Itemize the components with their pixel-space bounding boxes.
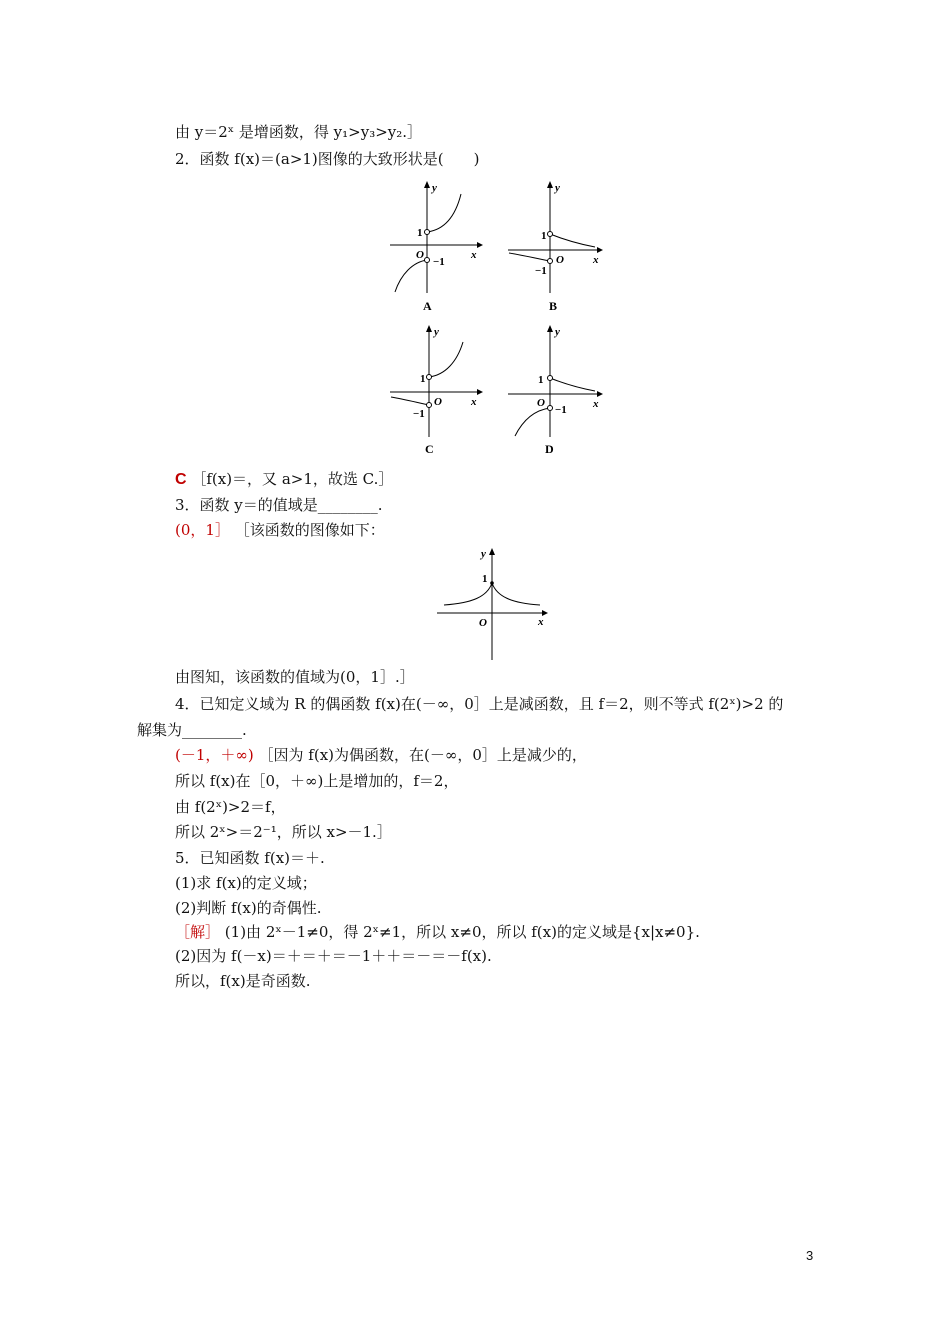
x-axis-label: x [593, 254, 599, 266]
answer-2-explanation: ［f(x)＝，又 a>1，故选 C.］ [191, 470, 394, 488]
tick-one: 1 [541, 230, 547, 242]
tick-neg-one: −1 [555, 404, 567, 416]
answer-3: (0，1］ [175, 521, 230, 539]
tick-one: 1 [420, 373, 426, 385]
graph-q3 [432, 545, 557, 665]
origin-label: O [556, 254, 564, 266]
answer-line-2 [175, 469, 393, 490]
text-line-11: 由 f(2ˣ)>2＝f， [175, 798, 286, 816]
answer-3-explanation: ［该函数的图像如下： [234, 521, 385, 539]
tick-neg-one: −1 [433, 256, 445, 268]
y-axis-label: y [432, 182, 437, 194]
y-axis-label: y [555, 326, 560, 338]
caption-a: A [423, 299, 432, 313]
answer-4: (－1，＋∞) [175, 746, 254, 764]
x-axis-label: x [471, 249, 477, 261]
caption-d: D [545, 442, 554, 456]
origin-label: O [537, 397, 545, 409]
y-axis-label: y [555, 182, 560, 194]
caption-c: C [425, 442, 434, 456]
graph-c [385, 322, 485, 462]
origin-label: O [416, 249, 424, 261]
solution-line-1 [175, 922, 700, 942]
x-axis-label: x [471, 396, 477, 408]
tick-one: 1 [482, 573, 488, 585]
tick-neg-one: −1 [413, 408, 425, 420]
question-5: 5．已知函数 f(x)＝＋. [175, 849, 325, 867]
caption-b: B [549, 299, 558, 313]
answer-4-explanation: ［因为 f(x)为偶函数，在(－∞，0］上是减少的， [258, 746, 587, 764]
text-line-6: 由图知，该函数的值域为(0，1］.］ [175, 668, 415, 686]
origin-label: O [479, 617, 487, 629]
text-line-12: 所以 2ˣ>＝2⁻¹，所以 x>－1.］ [175, 823, 392, 841]
tick-one: 1 [538, 374, 544, 386]
conclusion: 所以，f(x)是奇函数. [175, 972, 311, 990]
y-axis-label: y [434, 326, 439, 338]
tick-one: 1 [417, 227, 423, 239]
y-axis-label: y [481, 548, 486, 560]
question-5-part-2: (2)判断 f(x)的奇偶性. [175, 899, 322, 917]
graph-d [505, 322, 615, 462]
page-number: 3 [806, 1248, 814, 1263]
graph-b [505, 178, 615, 318]
question-4: 4．已知定义域为 R 的偶函数 f(x)在(－∞，0］上是减函数，且 f＝2，则不等式 f(2ˣ)>2 的 [175, 695, 784, 713]
text-line-10: 所以 f(x)在［0，＋∞)上是增加的，f＝2， [175, 772, 459, 790]
graph-a [385, 178, 485, 318]
solution-label: ［解］ [175, 923, 221, 941]
x-axis-label: x [593, 398, 599, 410]
answer-line-4 [175, 745, 587, 765]
question-4-cont: 解集为________. [137, 721, 247, 739]
question-2: 2．函数 f(x)＝(a>1)图像的大致形状是( ) [175, 150, 480, 168]
question-5-part-1: (1)求 f(x)的定义域； [175, 874, 317, 892]
x-axis-label: x [538, 616, 544, 628]
solution-part-2: (2)因为 f(－x)＝＋＝＋＝－1＋＋＝－＝－f(x). [175, 947, 492, 965]
origin-label: O [434, 396, 442, 408]
answer-line-3 [175, 520, 385, 540]
text-line-1: 由 y＝2ˣ 是增函数，得 y₁>y₃>y₂.］ [175, 123, 423, 141]
tick-neg-one: −1 [535, 265, 547, 277]
solution-part-1: (1)由 2ˣ－1≠0，得 2ˣ≠1，所以 x≠0，所以 f(x)的定义域是{x|x≠0}. [224, 923, 700, 941]
answer-2: C [175, 471, 187, 488]
question-3: 3．函数 y＝的值域是________. [175, 496, 383, 514]
